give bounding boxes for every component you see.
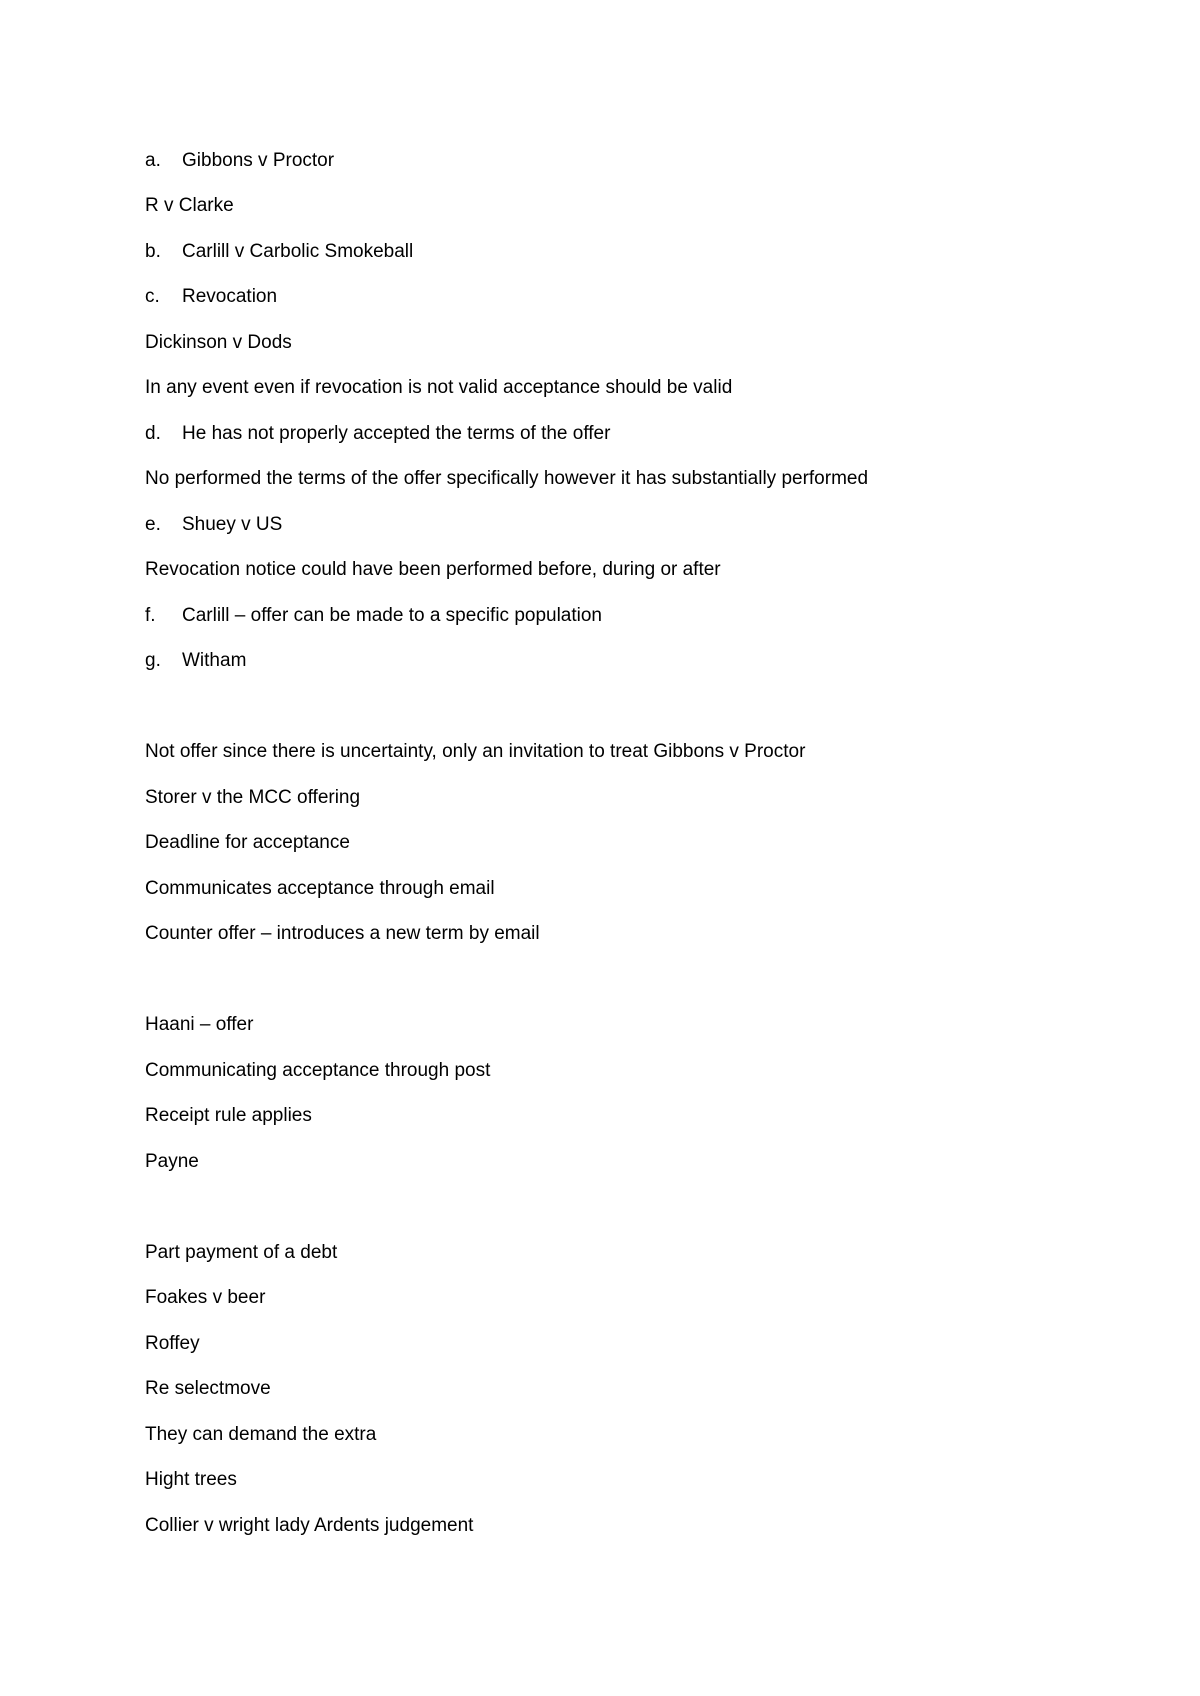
list-item-f [145,604,602,628]
text-line [145,1468,237,1492]
list-item-a [145,149,334,173]
line-text: Witham [182,650,247,671]
line-text: Foakes v beer [145,1287,266,1308]
line-text: Shuey v US [182,514,283,535]
text-line [145,467,868,491]
list-item-d [145,422,610,446]
line-text: Deadline for acceptance [145,832,350,853]
line-text: Payne [145,1151,199,1172]
line-text: R v Clarke [145,195,234,216]
list-item-e [145,513,282,537]
list-marker: a. [145,150,161,171]
line-text: Receipt rule applies [145,1105,312,1126]
line-text: Carlill v Carbolic Smokeball [182,241,414,262]
text-line [145,1423,376,1447]
line-text: He has not properly accepted the terms of the offer [182,423,611,444]
line-text: In any event even if revocation is not valid acceptance should be valid [145,377,733,398]
text-line [145,194,234,218]
line-text: Revocation notice could have been performed before, during or after [145,559,721,580]
text-line [145,1332,200,1356]
line-text: Hight trees [145,1469,237,1490]
list-marker: c. [145,286,160,307]
text-line [145,1104,312,1128]
line-text: Storer v the MCC offering [145,787,361,808]
list-item-c [145,285,277,309]
list-marker: e. [145,514,161,535]
text-line [145,1377,271,1401]
line-text: Collier v wright lady Ardents judgement [145,1515,474,1536]
line-text: Not offer since there is uncertainty, only an invitation to treat Gibbons v Proctor [145,741,806,762]
text-line [145,376,732,400]
line-text: Revocation [182,286,278,307]
line-text: Communicates acceptance through email [145,878,495,899]
line-text: They can demand the extra [145,1424,377,1445]
list-marker: d. [145,423,161,444]
text-line [145,1150,199,1174]
text-line [145,1514,473,1538]
line-text: Haani – offer [145,1014,254,1035]
line-text: Counter offer – introduces a new term by email [145,923,540,944]
text-line [145,1286,265,1310]
line-text: Re selectmove [145,1378,271,1399]
line-text: Dickinson v Dods [145,332,292,353]
line-text: Gibbons v Proctor [182,150,335,171]
list-item-b [145,240,413,264]
line-text: Carlill – offer can be made to a specific population [182,605,603,626]
text-line [145,877,495,901]
line-text: Roffey [145,1333,200,1354]
text-line [145,1241,337,1265]
text-line [145,1059,490,1083]
text-line [145,786,360,810]
line-text: Part payment of a debt [145,1242,338,1263]
list-marker: b. [145,241,161,262]
text-line [145,831,350,855]
text-line [145,331,292,355]
text-line [145,1013,253,1037]
line-text: No performed the terms of the offer specifically however it has substantially performed [145,468,869,489]
list-marker: g. [145,650,161,671]
text-line [145,740,805,764]
text-line [145,558,721,582]
text-line [145,922,540,946]
list-marker: f. [145,605,156,626]
list-item-g [145,649,246,673]
line-text: Communicating acceptance through post [145,1060,491,1081]
